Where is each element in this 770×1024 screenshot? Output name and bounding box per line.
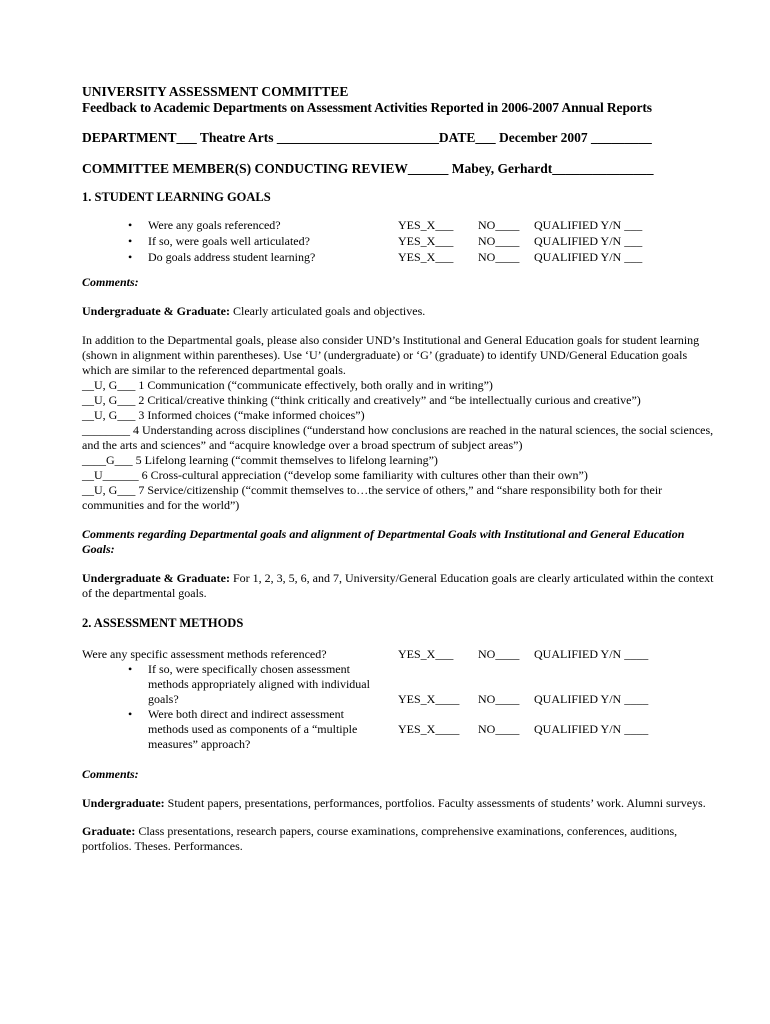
graduate-comment (82, 824, 714, 854)
goal-line-5: ____G___ 5 Lifelong learning (“commit themselves to lifelong learning”) (82, 453, 438, 467)
goal-line-6: __U______ 6 Cross-cultural appreciation (“develop some familiarity with cultures other than their own”) (82, 468, 588, 482)
question-row (82, 250, 714, 266)
ug-grad-text: Clearly articulated goals and objectives. (229, 304, 426, 318)
undergraduate-label: Undergraduate: (82, 796, 165, 810)
qualified-answer: QUALIFIED Y/N ____ (534, 722, 649, 736)
yes-answer: YES_X___ (398, 647, 454, 661)
instructions-paragraph: In addition to the Departmental goals, please also consider UND’s Institutional and General Education goals for student learning (shown in alignment within parentheses). Use ‘U’ (undergraduate) or ‘G’ (graduate) to identify UND/General Education goals which are similar to the referenced departmental goals. (82, 333, 700, 377)
question-text: Were any goals referenced? (148, 218, 281, 232)
bullet-icon: • (128, 218, 133, 232)
question-row (82, 234, 714, 250)
feedback-form-page (82, 84, 714, 854)
yes-answer: YES_X____ (398, 722, 460, 736)
ug-grad-text: For 1, 2, 3, 5, 6, and 7, University/General Education goals are clearly articulated within the context of the departmental goals. (82, 571, 714, 600)
department-line: DEPARTMENT___ Theatre Arts ________________________DATE___ December 2007 _________ (82, 130, 652, 145)
yes-answer: YES_X____ (398, 692, 460, 706)
goal-questions-list (82, 218, 714, 266)
no-answer: NO____ (478, 692, 520, 706)
undergraduate-text: Student papers, presentations, performances, portfolios. Faculty assessments of students’ work. Alumni surveys. (164, 796, 706, 810)
ug-grad-label: Undergraduate & Graduate: (82, 571, 230, 585)
method-question-bullet (82, 707, 382, 752)
goal-line-3: __U, G___ 3 Informed choices (“make informed choices”) (82, 408, 365, 422)
qualified-answer: QUALIFIED Y/N ___ (534, 218, 643, 232)
qualified-answer: QUALIFIED Y/N ____ (534, 692, 649, 706)
no-answer: NO____ (478, 722, 520, 736)
question-row (82, 218, 714, 234)
method-question-bullet (82, 662, 382, 707)
graduate-label: Graduate: (82, 824, 136, 838)
form-subtitle: Feedback to Academic Departments on Assessment Activities Reported in 2006-2007 Annual Reports (82, 100, 652, 115)
yes-answer: YES_X___ (398, 234, 454, 248)
no-answer: NO____ (478, 234, 520, 248)
goal-line-7: __U, G___ 7 Service/citizenship (“commit themselves to…the service of others,” and “share responsibility both for their communities and for the world”) (82, 483, 663, 512)
goal-line-2: __U, G___ 2 Critical/creative thinking (“think critically and creatively” and “be intellectually curious and creative”) (82, 393, 641, 407)
qualified-answer: QUALIFIED Y/N ___ (534, 234, 643, 248)
no-answer: NO____ (478, 218, 520, 232)
question-text: Were both direct and indirect assessment methods used as components of a “multiple measures” approach? (148, 707, 358, 751)
alignment-comment (82, 571, 714, 601)
question-text: Were any specific assessment methods referenced? (82, 647, 327, 661)
undergraduate-comment (82, 796, 714, 811)
method-question-row (82, 707, 714, 752)
no-answer: NO____ (478, 647, 520, 661)
question-text: If so, were goals well articulated? (148, 234, 310, 248)
qualified-answer: QUALIFIED Y/N ___ (534, 250, 643, 264)
goal-line-1: __U, G___ 1 Communication (“communicate effectively, both orally and in writing”) (82, 378, 493, 392)
section-1-heading: 1. STUDENT LEARNING GOALS (82, 190, 271, 204)
section-2-heading: 2. ASSESSMENT METHODS (82, 616, 244, 630)
qualified-answer: QUALIFIED Y/N ____ (534, 647, 649, 661)
method-question-row (82, 662, 714, 707)
bullet-icon: • (128, 662, 133, 676)
goal-line-4: ________ 4 Understanding across disciplines (“understand how conclusions are reached in the natural sciences, the social sciences, and the arts and sciences” and “acquire knowledge over a broad spectrum of subject areas”) (82, 423, 714, 452)
comments-label: Comments: (82, 767, 139, 781)
comments-label: Comments: (82, 275, 139, 289)
yes-answer: YES_X___ (398, 250, 454, 264)
bullet-icon: • (128, 250, 133, 264)
question-text: If so, were specifically chosen assessment methods appropriately aligned with individual goals? (148, 662, 370, 706)
ug-grad-label: Undergraduate & Graduate: (82, 304, 230, 318)
bullet-icon: • (128, 707, 133, 721)
no-answer: NO____ (478, 250, 520, 264)
graduate-text: Class presentations, research papers, course examinations, comprehensive examinations, conferences, auditions, portfolios. Theses. Performances. (82, 824, 678, 853)
bullet-icon: • (128, 234, 133, 248)
yes-answer: YES_X___ (398, 218, 454, 232)
form-title: UNIVERSITY ASSESSMENT COMMITTEE (82, 84, 349, 99)
question-text: Do goals address student learning? (148, 250, 316, 264)
method-question-row (82, 647, 714, 662)
alignment-comments-label: Comments regarding Departmental goals and alignment of Departmental Goals with Institutional and General Education Goals: (82, 527, 685, 556)
committee-line: COMMITTEE MEMBER(S) CONDUCTING REVIEW______ Mabey, Gerhardt_______________ (82, 161, 654, 176)
ug-grad-comment (82, 304, 714, 319)
